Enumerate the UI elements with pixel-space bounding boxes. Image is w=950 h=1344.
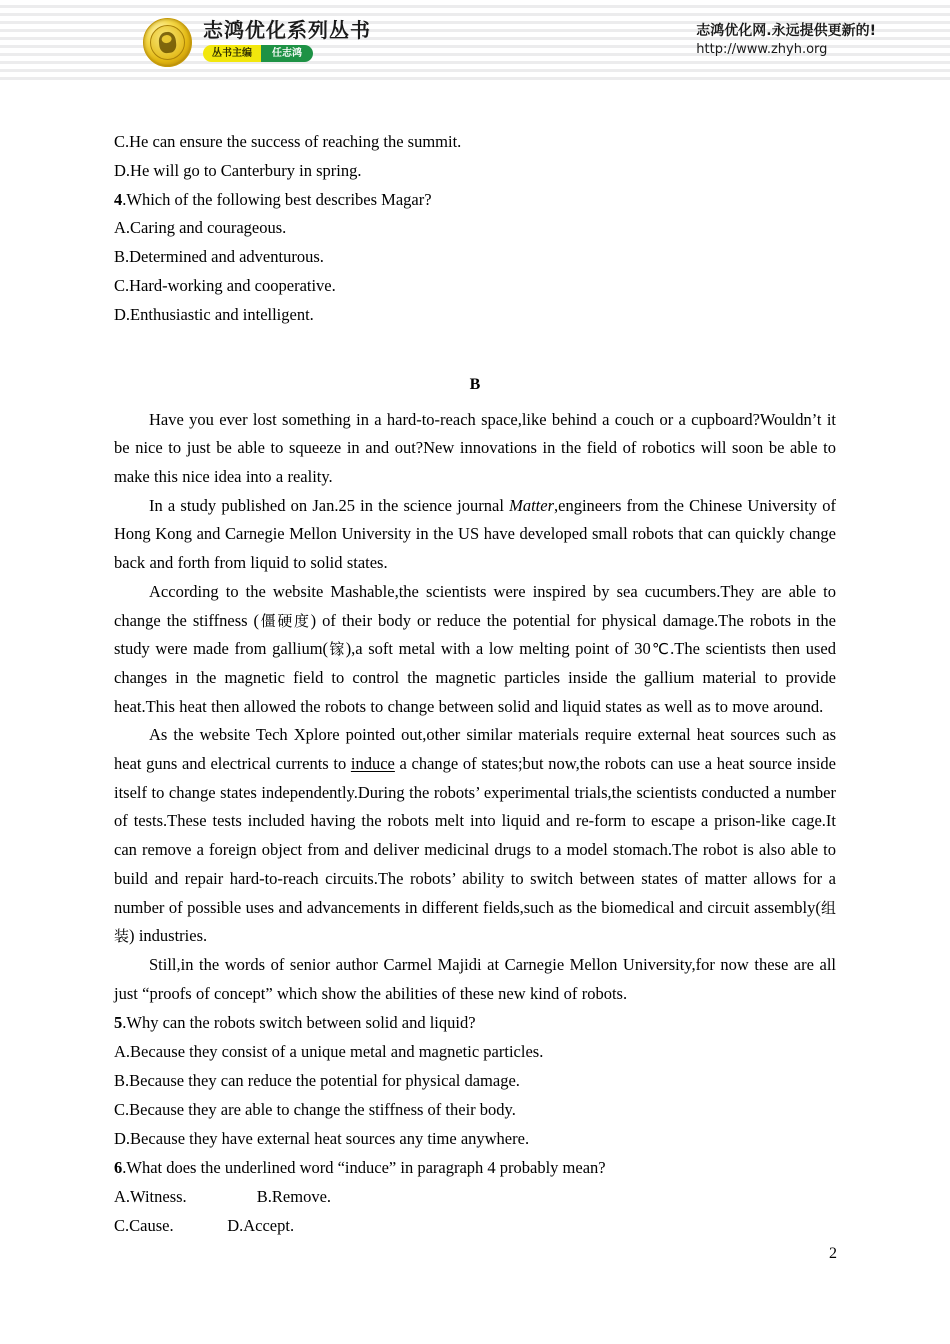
text-run: According to the website Mashable,the scientists were inspired by sea cucumbers.They are able to change the stiffness ( <box>114 581 836 630</box>
passage-paragraph <box>114 406 836 492</box>
text-run: ) industries. <box>129 926 208 946</box>
question-number: 4 <box>114 189 123 209</box>
text-run: As the website Tech Xplore pointed out,other similar materials require external heat sources such as heat guns and electrical currents to <box>114 725 836 774</box>
text-run: a change of states;but now,the robots can use a heat source inside itself to change states independently.During the robots’ experimental trials,the scientists conducted a number of tests.These tests included having the robots melt into liquid and re-form to escape a prison-like cage.It can remove a foreign object from and deliver medicinal drugs to a model stomach.The robot is also able to build and repair hard-to-reach circuits.The robots’ ability to switch between states of matter allows for a number of possible uses and advancements in different fields,such as the biomedical and circuit assembly( <box>114 754 836 917</box>
passage-paragraph <box>114 492 836 578</box>
text-run: ,engineers from the Chinese University of Hong Kong and Carnegie Mellon University in the US have developed small robots that can quickly change back and forth from liquid to solid states. <box>114 495 837 573</box>
pill-editor-role: 丛书主编 <box>203 45 261 62</box>
option-line: B.Because they can reduce the potential for physical damage. <box>114 1070 520 1090</box>
site-url[interactable]: http://www.zhyh.org <box>696 42 828 57</box>
passage-paragraph <box>114 951 836 1008</box>
brand-title: 志鸿优化系列丛书 <box>203 18 371 42</box>
option-line: D.Enthusiastic and intelligent. <box>114 304 314 324</box>
seal-figure-icon <box>158 31 177 54</box>
option-line: D.Because they have external heat sources any time anywhere. <box>114 1128 530 1148</box>
journal-name: Matter <box>509 495 555 515</box>
text-run: In a study published on Jan.25 in the science journal <box>149 495 510 515</box>
header-site-info <box>696 22 876 59</box>
brand-editor-pills <box>203 45 371 62</box>
brand-text-block <box>203 18 371 62</box>
chinese-gloss: 组装 <box>114 898 836 946</box>
option-line: C.He can ensure the success of reaching the summit. <box>114 132 462 151</box>
question-4 <box>114 186 836 215</box>
header-inner <box>0 0 950 84</box>
text-run: ) of their body or reduce the potential for physical damage.The robots in the study were made from gallium( <box>114 610 836 659</box>
page-content <box>114 128 836 1241</box>
option-line: C.Hard-working and cooperative. <box>114 275 336 295</box>
text-run: Have you ever lost something in a hard-to-reach space,like behind a couch or a cupboard?Wouldn’t it be nice to just be able to squeeze in and out?New innovations in the field of robotics will soon be able to make this nice idea into a reality. <box>114 409 836 486</box>
section-label-b: B <box>469 375 481 393</box>
text-run: Still,in the words of senior author Carmel Majidi at Carnegie Mellon University,for now these are all just “proofs of concept” which show the abilities of these new kind of robots. <box>114 954 836 1003</box>
question-number: 5 <box>114 1013 123 1033</box>
text-run: ),a soft metal with a low melting point of 30 <box>345 639 651 659</box>
page-header <box>0 0 950 84</box>
text-run: .The scientists then used changes in the magnetic field to control the magnetic particles inside the gallium material to provide heat.This heat then allowed the robots to change between solid and liquid states as well as to move around. <box>114 639 836 716</box>
passage-body <box>114 406 836 1009</box>
option-line: B.Determined and adventurous. <box>114 247 324 267</box>
question-5-block <box>114 1009 836 1153</box>
gold-seal-icon <box>143 18 192 67</box>
page-number: 2 <box>829 1245 837 1262</box>
brand-logo-group <box>143 18 371 67</box>
question-5 <box>114 1009 836 1038</box>
question-text: .Why can the robots switch between solid and liquid? <box>122 1013 476 1033</box>
question-number: 6 <box>114 1158 123 1178</box>
option-line: A.Because they consist of a unique metal and magnetic particles. <box>114 1042 544 1062</box>
passage-paragraph <box>114 578 836 722</box>
question-text: .What does the underlined word “induce” in paragraph 4 probably mean? <box>122 1158 606 1178</box>
passage-paragraph <box>114 721 836 951</box>
question-6-block <box>114 1154 836 1240</box>
site-slogan: 志鸿优化网.永远提供更新的! <box>696 23 876 39</box>
option-line: D.He will go to Canterbury in spring. <box>114 160 362 180</box>
option-row: C.Cause. D.Accept. <box>114 1215 295 1235</box>
question-6 <box>114 1154 836 1183</box>
chinese-gloss: ℃ <box>650 640 671 659</box>
pill-editor-name: 任志鸿 <box>261 45 313 62</box>
option-row: A.Witness. B.Remove. <box>114 1187 332 1207</box>
option-line: A.Caring and courageous. <box>114 218 287 238</box>
chinese-gloss: 镓 <box>328 640 346 659</box>
option-line: C.Because they are able to change the stiffness of their body. <box>114 1099 516 1119</box>
question-text: .Which of the following best describes Magar? <box>122 189 432 209</box>
chinese-gloss: 僵硬度 <box>259 611 311 630</box>
underlined-word: induce <box>350 754 395 774</box>
